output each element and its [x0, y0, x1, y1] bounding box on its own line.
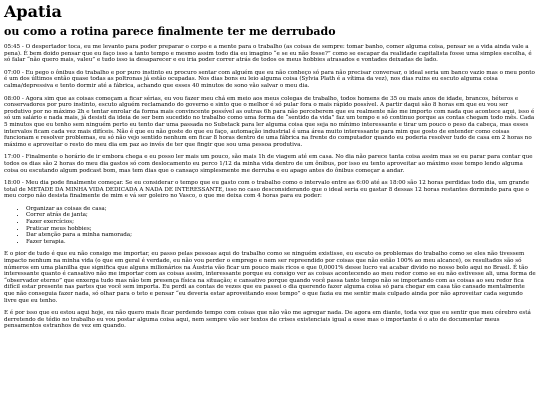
paragraph: 17:00 - Finalmente o horário de ir embora chega e eu posso ler mais um pouco, são mais 1h de viagem até em casa. No dia não parece tanta coisa assim mas se eu parar para contar que todos os dias são 2 horas do meu dia gastos só com deslocamento eu perco 1/12 da minha vida dentro de um ônibus, por isso eu tento aproveitar ao máximo esse tempo lendo alguma coisa ou escutando algum podcast bom, mas tem dias que o cansaço simplesmente me derruba e eu apago antes do ônibus começar a andar.: [4, 154, 533, 174]
paragraph: E o pior de tudo é que eu não consigo me importar, eu passo pelas pessoas aqui do trabalho como se ninguém existisse, eu escuto os problemas do trabalho como se eles não tivessem impacto nenhum na minha vida (o que em geral é verdade, eu não vou perder o emprego e nem ser repreendido por coisas que não estão 100% ao meu alcance), os resultados são só números em uma planilha que significa que alguns milionários na Áustria vão ficar um pouco mais ricos e que 0,0001% desse lucro vai acabar divido no nosso bolo aqui no Brasil. É tão interessante quanto é cansativo não me importar com as coisas assim, interessante porque eu consigo ver as coisas acontecendo ao meu redor como se eu não estivesse ali, uma forma de “observador eterno” que enxerga tudo mas não tem presença física na situação; e cansativo porque quando você passa tanto tempo não se importando com as coisas ao seu redor fica difícil estar presente nas partes que você sem importa. Eu perdi as contas de vezes que eu passei o dia querendo fazer alguma coisa só para chegar em casa tão cansado mentalmente que não conseguia fazer nada, só olhar para o teto e pensar “eu deveria estar aproveitando esse tempo” o que fazia eu me sentir mais culpado ainda por não aproveitar cada segundo livre que eu tenho.: [4, 251, 536, 304]
list-item: • Praticar meus hobbies;: [26, 226, 536, 233]
page-title: Apatia: [4, 2, 62, 21]
activity-list: [4, 206, 536, 246]
list-item: • Correr atrás de janta;: [26, 212, 536, 219]
list-item: • Organizar as coisas de casa;: [26, 206, 536, 213]
paragraph: 07:00 - Eu pego o ônibus do trabalho e por puro instinto eu procuro sentar com alguém que eu não conheço só para não precisar conversar, o ideal seria um banco vazio mas o meu ponto é um dos últimos então quase todas as poltronas já estão ocupadas. Nos dias bons eu leio alguma coisa (Sylvia Plath é a vítima da vez), nos dias ruins eu escuto alguma coisa calma/depressiva e tento dormir até a fábrica, achando que esses 40 minutos de sono vão salvar o meu dia.: [4, 69, 535, 89]
list-item: • Fazer terapia.: [26, 239, 536, 246]
paragraph: 08:00 - Agora sim que as coisas começam a ficar sérias, eu vou fazer meu chá em meio aos meus colegas de trabalho, todos homens de 35 ou mais anos de idade, brancos, héteros e conservadores por puro instinto, escuto alguém reclamando do governo e sinto que o melhor é só pular fora o mais rápido possível. A partir daqui são 8 horas em que eu vou ser produtivo por no máximo 2h e tentar enrolar da forma mais convincente possível as outras 6h para não perceberem que eu realmente não me importo com nada que acontece aqui, isso é só um salário e nada mais, já desisti da ideia de ser bem sucedido no trabalho como uma forma de “sentido da vida” faz um tempo e só continuo porque as contas chegam todo mês. Cada 5 minutos que eu tenho sem ninguém perto eu tento dar uma passada no Substack para ler alguma coisa que seja no mínimo interessante e tirar um pouco o peso da cabeça, mas esses intervalos ficam cada vez mais difíceis. Não é que eu não goste do que eu faço, automação industrial é uma área muito interessante para mim que gosto de entender como coisas funcionam e resolver problemas, eu só não vejo sentido nenhum em ficar 8 horas dentro de uma fábrica na frente do computador quando eu poderia resolver tudo de casa em 2 horas no máximo e aproveitar o resto do meu dia em paz ao invés de ter que fingir que sou uma pessoa produtiva.: [4, 95, 535, 148]
paragraph: 05:45 - O despertador toca, eu me levanto para poder preparar o corpo e a mente para o trabalho (as coisas de sempre: tomar banho, comer alguma coisa, pensar se a vida ainda vale a pena). É bem doido pensar que eu faço isso a tanto tempo e mesmo assim todo dia eu imagino “e se eu não fosse?” como se escapar da realidade capitalista fosse uma simples escolha, é só falar “não quero mais, valeu” e tudo isso ia desaparecer e eu iria poder correr atrás de todos os meus hobbies atrasados e vontades deixadas de lado.: [4, 44, 532, 64]
list-item: • Fazer exercícios;: [26, 219, 536, 226]
list-item: • Dar atenção para a minha namorada;: [26, 232, 536, 239]
page-subtitle: ou como a rotina parece finalmente ter me derrubado: [4, 25, 336, 38]
paragraph: 18:00 - Meu dia pode finalmente começar. Se eu considerar o tempo que eu gasto com o trabalho como o intervalo entre as 6:00 até as 18:00 são 12 horas perdidas todo dia, um grande total de METADE DA MINHA VIDA DEDICADA A NADA DE INTERESSANTE, isso no caso desconsiderando que o ideal seria eu gastar 8 dessas 12 horas restantes dormindo para que o meu corpo não desista finalmente de mim e vá ser goleiro no Vasco, o que me deixa com 4 horas para eu poder:: [4, 180, 530, 200]
paragraph: E é por isso que eu estou aqui hoje, eu não quero mais ficar perdendo tempo com coisas que não vão me agregar nada. De agora em diante, toda vez que eu sentir que meu cérebro está derretendo de tédio no trabalho eu vou postar alguma coisa aqui, nem sempre vão ser textos de crises existenciais igual a esse mas o importante é o ato de documentar meus pensamentos estranhos de vez em quando.: [4, 310, 531, 330]
